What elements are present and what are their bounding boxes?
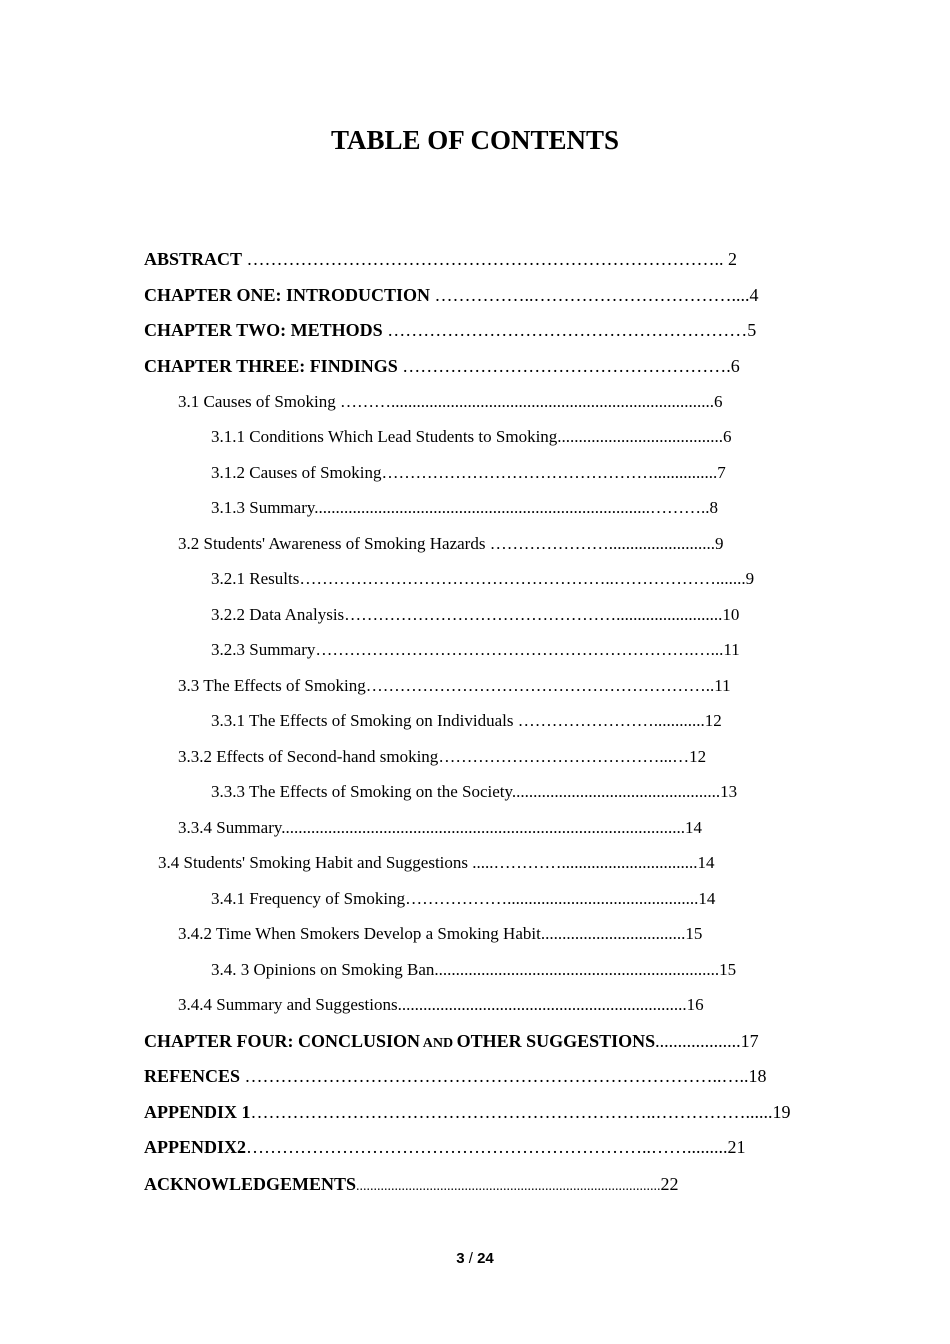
toc-entry-leader: ................... [655,1031,741,1051]
toc-entry-leader: ………………………………………………..………………....... [299,569,746,588]
toc-entry-leader: .................................. [540,924,686,943]
toc-entry-3-2-1[interactable] [211,568,754,590]
toc-entry-page: 15 [719,960,737,979]
toc-entry-page: 8 [709,498,719,517]
toc-entry-label: CHAPTER TWO: METHODS [144,320,383,340]
page-number [0,1249,950,1269]
toc-entry-leader: ....................................................................................... [356,1179,661,1194]
toc-entry-label: 3.3.2 Effects of Second-hand smoking [178,747,439,766]
toc-entry-page: 10 [722,605,740,624]
toc-entry-label: 3.4.1 Frequency of Smoking [211,889,406,908]
toc-entry-label: 3.3.4 Summary [178,818,282,837]
page-title: TABLE OF CONTENTS [330,125,620,155]
toc-entry-page: 9 [714,534,724,553]
toc-entry-label: CHAPTER ONE: INTRODUCTION [144,285,431,305]
toc-entry-3-3-4[interactable] [178,817,702,839]
toc-entry-label: 3.4. 3 Opinions on Smoking Ban [211,960,435,979]
total-pages-number: 24 [477,1250,494,1267]
toc-entry-appendix-1[interactable] [144,1101,791,1123]
toc-entry-label: 3.4.4 Summary and Suggestions [178,995,398,1014]
toc-entry-leader: …………………………………...… [438,747,690,766]
toc-entry-leader: …………………………………………………….. [365,676,715,695]
toc-entry-label: APPENDIX2 [144,1137,246,1157]
toc-entry-page: 15 [685,924,703,943]
toc-entry-leader: ………………………………………………. [397,356,731,376]
toc-entry-page: 19 [772,1102,791,1122]
toc-entry-label: 3.2 Students' Awareness of Smoking Hazards [178,534,486,553]
toc-entry-leader: .....…………................................ [468,853,698,872]
toc-entry-leader: …………………………………………............... [381,463,718,482]
toc-entry-leader: ………............................................................................ [335,392,714,411]
toc-entry-3-3[interactable] [178,675,731,697]
toc-entry-leader: …………………………………………………… [382,320,748,340]
toc-entry-3-2-2[interactable] [211,604,739,626]
toc-entry-page: 14 [685,818,703,837]
toc-entry-3-3-1[interactable] [211,710,722,732]
toc-entry-3-1-2[interactable] [211,462,726,484]
toc-entry-leader: ...............................................................................……….. [314,498,710,517]
toc-entry-page: 13 [720,782,738,801]
toc-entry-page: 22 [660,1174,679,1194]
toc-entry-leader: …………………......................... [485,534,715,553]
toc-entry-leader: …………………………………………………………………….. [242,249,729,269]
toc-entry-leader: ……………………............ [513,711,705,730]
toc-entry-label: 3.3.1 The Effects of Smoking on Individuals [211,711,514,730]
toc-entry-label: ABSTRACT [144,249,243,269]
toc-entry-page: 2 [728,249,738,269]
toc-entry-label: CHAPTER THREE: FINDINGS [144,356,398,376]
toc-entry-leader: …………………………………………......................... [344,605,723,624]
toc-entry-3-4-4[interactable] [178,994,704,1016]
toc-entry-chapter-one[interactable] [144,284,759,306]
toc-entry-acknowledgements[interactable] [144,1173,679,1198]
toc-entry-label-small: AND [420,1036,457,1051]
toc-entry-page: 14 [698,889,716,908]
toc-entry-references[interactable] [144,1065,767,1087]
toc-entry-label: 3.2.1 Results [211,569,300,588]
toc-entry-3-4-3[interactable] [211,959,736,981]
toc-entry-page: 14 [697,853,715,872]
toc-entry-leader: ……………………………………………………………………..….. [240,1066,749,1086]
toc-entry-page: 7 [717,463,726,482]
toc-entry-leader: …………………………………………………………..……………...... [250,1102,773,1122]
toc-entry-label: 3.1.2 Causes of Smoking [211,463,382,482]
toc-entry-3-1-1[interactable] [211,426,732,448]
toc-entry-page: 5 [747,320,757,340]
toc-entry-label: 3.4.2 Time When Smokers Develop a Smoking Habit [178,924,541,943]
page-number-separator: / [464,1250,478,1267]
toc-entry-label: 3.1.1 Conditions Which Lead Students to Smoking [211,427,558,446]
toc-entry-3-3-2[interactable] [178,746,706,768]
current-page-number: 3 [456,1250,465,1267]
toc-entry-3-4[interactable] [158,852,715,874]
toc-entry-label: REFENCES [144,1066,241,1086]
toc-entry-chapter-two[interactable] [144,319,756,341]
toc-entry-page: 18 [748,1066,767,1086]
toc-entry-chapter-four[interactable] [144,1030,759,1055]
toc-entry-page: 6 [730,356,740,376]
toc-entry-3-4-1[interactable] [211,888,715,910]
toc-entry-leader: …………………………………………………………..……......... [246,1137,728,1157]
toc-entry-leader: ............................................................................................... [281,818,686,837]
toc-entry-appendix-2[interactable] [144,1136,746,1158]
toc-entry-leader: ....................................... [557,427,724,446]
toc-entry-label: 3.4 Students' Smoking Habit and Suggestions [158,853,469,872]
toc-entry-abstract[interactable] [144,248,737,270]
toc-entry-page: 9 [745,569,755,588]
toc-entry-page: 4 [749,285,759,305]
toc-entry-page: 11 [714,676,731,695]
toc-entry-chapter-three[interactable] [144,355,740,377]
toc-entry-label: 3.1.3 Summary [211,498,315,517]
toc-entry-leader: ………………............................................. [405,889,699,908]
toc-entry-label: APPENDIX 1 [144,1102,251,1122]
toc-entry-label: 3.1 Causes of Smoking [178,392,336,411]
toc-entry-3-4-2[interactable] [178,923,702,945]
toc-entry-page: 16 [686,995,704,1014]
toc-entry-page: 11 [723,640,740,659]
toc-entry-leader: ................................................. [511,782,721,801]
toc-entry-label: CHAPTER FOUR: CONCLUSION [144,1031,421,1051]
toc-entry-page: 12 [689,747,707,766]
toc-entry-label: 3.2.3 Summary [211,640,316,659]
toc-entry-leader: .................................................................... [397,995,687,1014]
toc-entry-label: ACKNOWLEDGEMENTS [144,1174,357,1194]
toc-entry-page: 12 [704,711,722,730]
toc-entry-3-2[interactable] [178,533,723,555]
toc-entry-3-1[interactable] [178,391,722,413]
toc-entry-page: 17 [740,1031,759,1051]
toc-entry-label: 3.2.2 Data Analysis [211,605,345,624]
toc-entry-page: 6 [713,392,723,411]
toc-entry-page: 21 [727,1137,746,1157]
toc-entry-page: 6 [723,427,732,446]
toc-entry-3-3-3[interactable] [211,781,737,803]
toc-entry-label: 3.3 The Effects of Smoking [178,676,366,695]
toc-entry-label-end: OTHER SUGGESTIONS [456,1031,656,1051]
toc-entry-3-1-3[interactable] [211,497,718,519]
toc-entry-3-2-3[interactable] [211,639,740,661]
toc-entry-label: 3.3.3 The Effects of Smoking on the Society [211,782,512,801]
toc-entry-leader: ................................................................... [434,960,720,979]
toc-entry-leader: ………………………………………………………….…... [315,640,724,659]
toc-entry-leader: ……………..…………………………….... [430,285,750,305]
